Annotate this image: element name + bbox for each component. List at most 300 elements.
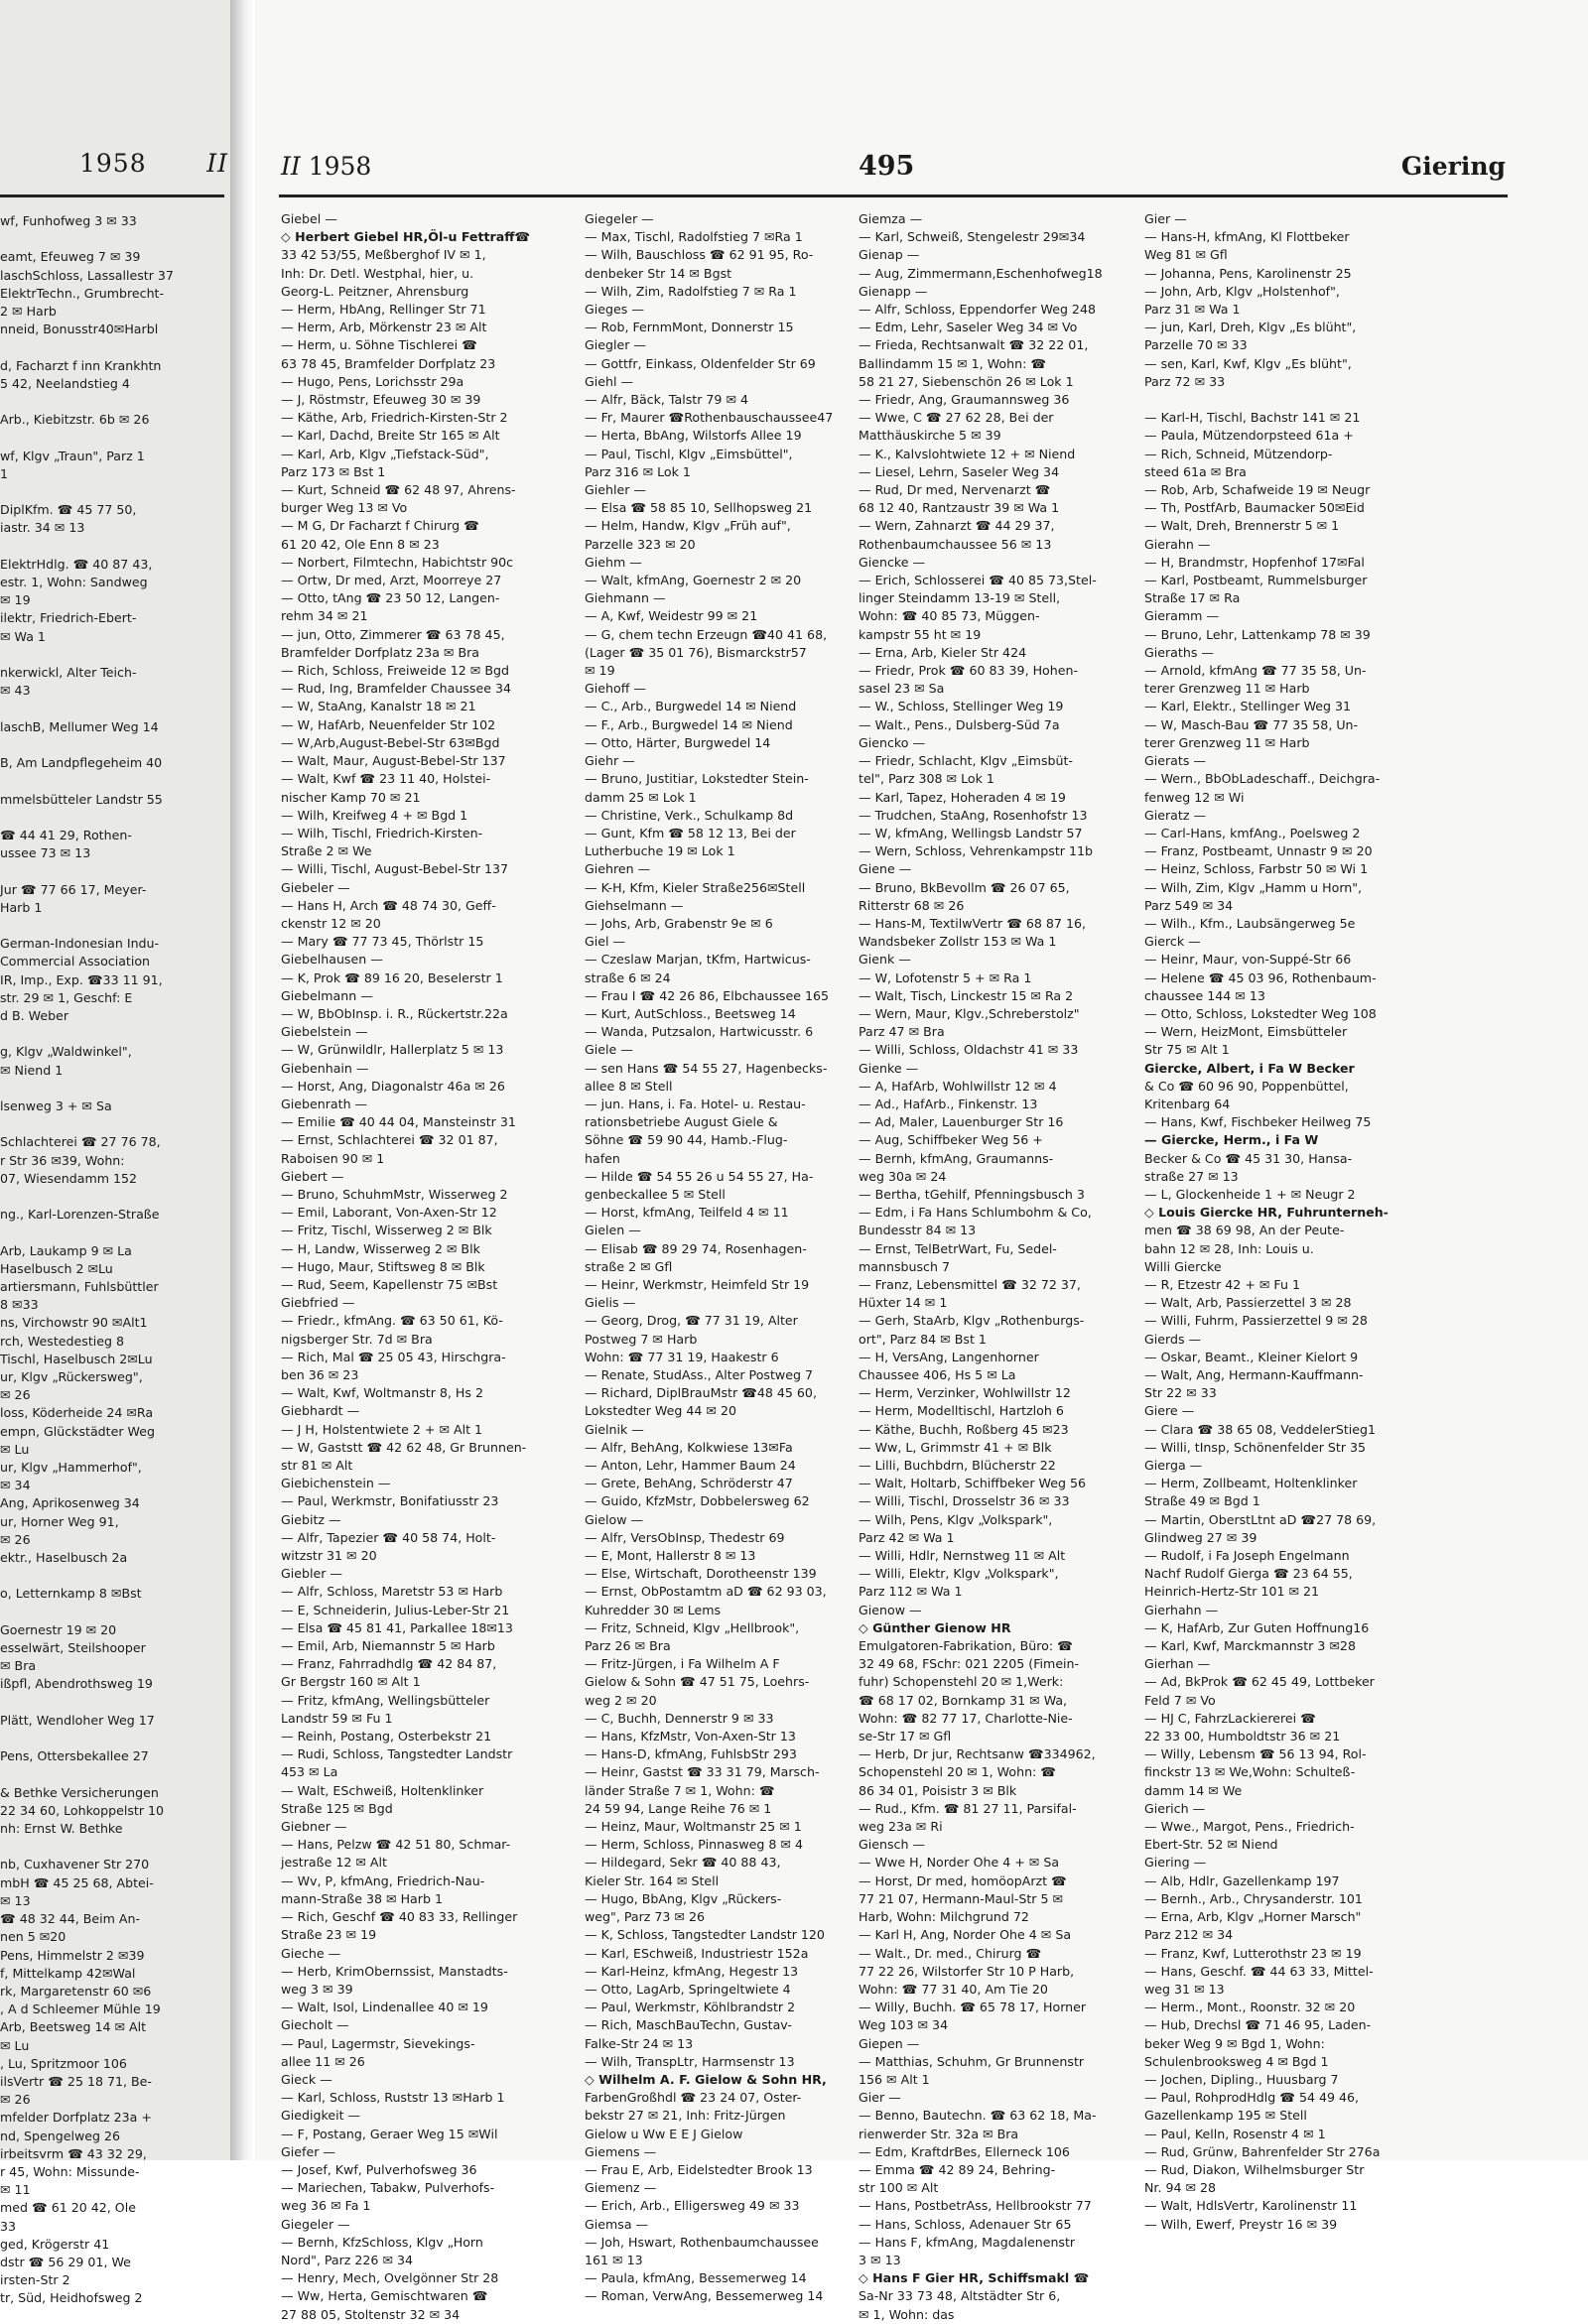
directory-entry-line: straße 6 ✉ 24 bbox=[585, 969, 671, 985]
directory-entry-line: — Kurt, AutSchloss., Beetsweg 14 bbox=[585, 1005, 796, 1021]
directory-entry-line: — Otto, Härter, Burgwedel 14 bbox=[585, 734, 771, 750]
directory-entry-line: — Matthias, Schuhm, Gr Brunnenstr bbox=[859, 2053, 1085, 2069]
directory-entry-line: Giebitz — bbox=[281, 1511, 341, 1527]
left-page-header bbox=[79, 149, 228, 178]
directory-entry-line: empn, Glückstädter Weg bbox=[0, 1423, 155, 1439]
directory-entry-line: damm 25 ✉ Lok 1 bbox=[585, 789, 697, 805]
directory-entry-line: Gierhan — bbox=[1144, 1656, 1211, 1672]
directory-entry-line: Giehren — bbox=[585, 861, 651, 877]
directory-entry-line: — Carl-Hans, kmfAng., Poelsweg 2 bbox=[1144, 825, 1361, 840]
directory-entry-line: ◇ Louis Giercke HR, Fuhrunterneh- bbox=[1144, 1205, 1389, 1221]
directory-entry-line: — Karl, Postbeamt, Rummelsburger bbox=[1144, 573, 1368, 588]
header-year: 1958 bbox=[308, 152, 372, 181]
directory-entry-line: — Bruno, SchuhmMstr, Wisserweg 2 bbox=[281, 1186, 508, 1202]
directory-entry-line: — Rich, Mal ☎ 25 05 43, Hirschgra- bbox=[281, 1349, 506, 1364]
directory-entry-line: — Wilh, Ewerf, Preystr 16 ✉ 39 bbox=[1144, 2216, 1338, 2232]
directory-entry-line: Weg 81 ✉ Gfl bbox=[1144, 247, 1228, 263]
directory-entry-line: — Walt, Tisch, Linckestr 15 ✉ Ra 2 bbox=[859, 987, 1074, 1003]
directory-entry-line: — Heinr, Gastst ☎ 33 31 79, Marsch- bbox=[585, 1764, 820, 1780]
directory-entry-line: Gierga — bbox=[1144, 1458, 1203, 1474]
directory-entry-line: — Friedr, Ang, Graumannsweg 36 bbox=[859, 392, 1070, 408]
directory-entry-line: Giehl — bbox=[585, 373, 634, 389]
directory-entry-line: — J, Röstmstr, Efeuweg 30 ✉ 39 bbox=[281, 392, 481, 408]
directory-entry-line: — Willi, Elektr, Klgv „Volkspark", bbox=[859, 1566, 1059, 1582]
directory-entry-line bbox=[0, 1115, 224, 1133]
directory-entry-line: — Karl-H, Tischl, Bachstr 141 ✉ 21 bbox=[1144, 410, 1361, 426]
directory-entry-line: Parz 72 ✉ 33 bbox=[1144, 373, 1226, 389]
directory-entry-line: Giecholt — bbox=[281, 2017, 349, 2033]
directory-entry-line: — Paul, Werkmstr, Köhlbrandstr 2 bbox=[585, 2000, 796, 2015]
directory-entry-line: — Martin, OberstLtnt aD ☎27 78 69, bbox=[1144, 1511, 1377, 1527]
directory-entry-line: — J H, Holstentwiete 2 + ✉ Alt 1 bbox=[281, 1421, 483, 1437]
directory-entry-line: — Horst, Ang, Diagonalstr 46a ✉ 26 bbox=[281, 1078, 505, 1094]
directory-entry-line: Postweg 7 ✉ Harb bbox=[585, 1331, 698, 1347]
directory-entry-line: bekstr 27 ✉ 21, Inh: Fritz-Jürgen bbox=[585, 2108, 786, 2124]
directory-entry-line: IR, Imp., Exp. ☎33 11 91, bbox=[0, 971, 163, 987]
directory-entry-line: lsenweg 3 + ✉ Sa bbox=[0, 1097, 112, 1113]
directory-entry-line: Giehler — bbox=[585, 482, 647, 498]
directory-entry-line: — Arnold, kfmAng ☎ 77 35 58, Un- bbox=[1144, 663, 1367, 679]
directory-entry-line: Heinrich-Hertz-Str 101 ✉ 21 bbox=[1144, 1584, 1320, 1600]
directory-entry-line: — Wern, Zahnarzt ☎ 44 29 37, bbox=[859, 518, 1055, 534]
directory-entry-line: Gienow — bbox=[859, 1602, 922, 1617]
directory-entry-line: — Czeslaw Marjan, tKfm, Hartwicus- bbox=[585, 952, 811, 968]
directory-entry-line: — Walt, HdlsVertr, Karolinenstr 11 bbox=[1144, 2198, 1358, 2214]
directory-entry-line: — Wern, Maur, Klgv.,Schreberstolz" bbox=[859, 1005, 1080, 1021]
directory-entry-line: Gierahn — bbox=[1144, 536, 1211, 552]
directory-entry-line: Lutherbuche 19 ✉ Lok 1 bbox=[585, 843, 735, 859]
directory-entry-line: — Willi, Hdlr, Nernstweg 11 ✉ Alt bbox=[859, 1548, 1066, 1564]
directory-entry-line: — Max, Tischl, Radolfstieg 7 ✉Ra 1 bbox=[585, 229, 803, 245]
directory-entry-line: — Käthe, Buchh, Roßberg 45 ✉23 bbox=[859, 1421, 1069, 1437]
directory-entry-line: Matthäuskirche 5 ✉ 39 bbox=[859, 428, 1001, 444]
directory-entry-line: — HJ C, FahrzLackiererei ☎ bbox=[1144, 1710, 1316, 1726]
directory-entry-line: — Ernst, TelBetrWart, Fu, Sedel- bbox=[859, 1240, 1057, 1256]
directory-entry-line: DiplKfm. ☎ 45 77 50, bbox=[0, 502, 137, 518]
directory-entry-line: — sen Hans ☎ 54 55 27, Hagenbecks- bbox=[585, 1060, 828, 1076]
directory-entry-line: se-Str 17 ✉ Gfl bbox=[859, 1729, 952, 1744]
directory-entry-line: — Joh, Hswart, Rothenbaumchaussee bbox=[585, 2234, 819, 2250]
directory-entry-line: Gielis — bbox=[585, 1295, 636, 1311]
directory-entry-line: Lokstedter Weg 44 ✉ 20 bbox=[585, 1403, 736, 1419]
directory-entry-line: — Hildegard, Sekr ☎ 40 88 43, bbox=[585, 1855, 781, 1871]
directory-entry-line: — Alfr, Bäck, Talstr 79 ✉ 4 bbox=[585, 392, 749, 408]
directory-entry-line: — jun, Otto, Zimmerer ☎ 63 78 45, bbox=[281, 626, 505, 642]
directory-entry-line: witzstr 31 ✉ 20 bbox=[281, 1548, 377, 1564]
directory-entry-line: 2 ✉ Harb bbox=[0, 304, 57, 320]
directory-entry-line: Kritenbarg 64 bbox=[1144, 1096, 1231, 1111]
directory-entry-line: Gienk — bbox=[859, 952, 911, 968]
directory-entry-line: — Wanda, Putzsalon, Hartwicusstr. 6 bbox=[585, 1024, 814, 1040]
directory-entry-line: Gierats — bbox=[1144, 753, 1206, 769]
directory-column-2 bbox=[585, 210, 869, 2306]
directory-entry-line: irbeitsvrm ☎ 43 32 29, bbox=[0, 2145, 147, 2161]
page-header bbox=[281, 151, 1506, 182]
directory-entry-line: damm 14 ✉ We bbox=[1144, 1782, 1243, 1798]
directory-entry-line: mannsbusch 7 bbox=[859, 1258, 950, 1274]
directory-entry-line: ns, Virchowstr 90 ✉Alt1 bbox=[0, 1315, 148, 1331]
directory-entry-line: — Rud, Ing, Bramfelder Chaussee 34 bbox=[281, 681, 511, 697]
directory-entry-line: allee 11 ✉ 26 bbox=[281, 2053, 365, 2069]
directory-entry-line: ☎ 44 41 29, Rothen- bbox=[0, 827, 132, 842]
directory-entry-line: — Wilh, Bauschloss ☎ 62 91 95, Ro- bbox=[585, 247, 814, 263]
directory-entry-line: fuhr) Schopenstehl 20 ✉ 1,Werk: bbox=[859, 1674, 1064, 1690]
directory-entry-line: — Richard, DiplBrauMstr ☎48 45 60, bbox=[585, 1385, 817, 1401]
directory-entry-line: ektr., Haselbusch 2a bbox=[0, 1550, 128, 1566]
directory-entry-line: — H, Brandmstr, Hopfenhof 17✉Fal bbox=[1144, 554, 1365, 570]
directory-entry-line: Straße 23 ✉ 19 bbox=[281, 1927, 377, 1943]
directory-entry-line: — Frau E, Arb, Eidelstedter Brook 13 bbox=[585, 2161, 813, 2177]
directory-entry-line: — Mary ☎ 77 73 45, Thörlstr 15 bbox=[281, 934, 484, 950]
directory-entry-line: — Walt, Dreh, Brennerstr 5 ✉ 1 bbox=[1144, 518, 1340, 534]
directory-entry-line: wf, Funhofweg 3 ✉ 33 bbox=[0, 213, 137, 228]
directory-entry-line: — Erna, Arb, Kieler Str 424 bbox=[859, 644, 1027, 660]
directory-entry-line: ✉ Lu bbox=[0, 2037, 30, 2053]
directory-entry-line: mmelsbütteler Landstr 55 bbox=[0, 791, 163, 807]
directory-entry-line: burger Weg 13 ✉ Vo bbox=[281, 500, 408, 516]
directory-entry-line: Kieler Str. 164 ✉ Stell bbox=[585, 1872, 720, 1888]
directory-entry-line: r Str 36 ✉39, Wohn: bbox=[0, 1152, 125, 1168]
directory-entry-line: 32 49 68, FSchr: 021 2205 (Fimein- bbox=[859, 1656, 1080, 1672]
directory-entry-line: ✉ 43 bbox=[0, 683, 31, 699]
directory-entry-line bbox=[0, 809, 224, 827]
directory-entry-line: Giedigkeit — bbox=[281, 2108, 361, 2124]
directory-entry-line: — Ernst, Schlachterei ☎ 32 01 87, bbox=[281, 1132, 498, 1148]
directory-entry-line: — Edm, i Fa Hans Schlumbohm & Co, bbox=[859, 1205, 1092, 1221]
directory-entry-line: nb, Cuxhavener Str 270 bbox=[0, 1857, 150, 1872]
directory-entry-line: — Rob, FernmMont, Donnerstr 15 bbox=[585, 320, 794, 335]
directory-entry-line: ✉ 19 bbox=[0, 592, 31, 608]
directory-entry-line: Nachf Rudolf Gierga ☎ 23 64 55, bbox=[1144, 1566, 1353, 1582]
directory-entry-line: — Alfr, Schloss, Maretstr 53 ✉ Harb bbox=[281, 1584, 503, 1600]
directory-entry-line: — Willi, Fuhrm, Passierzettel 9 ✉ 28 bbox=[1144, 1313, 1368, 1329]
directory-entry-line: Giehselmann — bbox=[585, 897, 684, 913]
directory-entry-line: Giel — bbox=[585, 934, 626, 950]
directory-entry-line: — Emilie ☎ 40 44 04, Mansteinstr 31 bbox=[281, 1114, 516, 1130]
directory-entry-line: rienwerder Str. 32a ✉ Bra bbox=[859, 2126, 1019, 2141]
directory-entry-line: Rothenbaumchaussee 56 ✉ 13 bbox=[859, 536, 1052, 552]
directory-entry-line: — Bruno, Justitiar, Lokstedter Stein- bbox=[585, 771, 809, 787]
directory-entry-line: 07, Wiesendamm 152 bbox=[0, 1170, 138, 1186]
directory-entry-line: — Wilh, TranspLtr, Harmsenstr 13 bbox=[585, 2053, 795, 2069]
directory-entry-line: — W, Masch-Bau ☎ 77 35 58, Un- bbox=[1144, 716, 1359, 732]
directory-entry-line: Harb 1 bbox=[0, 899, 43, 915]
directory-entry-line: — W, StaAng, Kanalstr 18 ✉ 21 bbox=[281, 699, 476, 714]
directory-entry-line: länder Straße 7 ✉ 1, Wohn: ☎ bbox=[585, 1782, 775, 1798]
directory-entry-line: d B. Weber bbox=[0, 1007, 69, 1023]
directory-entry-line: 161 ✉ 13 bbox=[585, 2252, 643, 2267]
directory-entry-line: iastr. 34 ✉ 13 bbox=[0, 520, 85, 536]
directory-entry-line: — Rud, Dr med, Nervenarzt ☎ bbox=[859, 482, 1051, 498]
directory-entry-line: Parz 212 ✉ 34 bbox=[1144, 1927, 1234, 1943]
directory-entry-line: ◇ Hans F Gier HR, Schiffsmakl ☎ bbox=[859, 2270, 1090, 2286]
directory-entry-line: Parz 316 ✉ Lok 1 bbox=[585, 463, 691, 479]
directory-entry-line: — Walt, kfmAng, Goernestr 2 ✉ 20 bbox=[585, 573, 802, 588]
directory-entry-line: — Herm, Zollbeamt, Holtenklinker bbox=[1144, 1476, 1358, 1491]
directory-entry-line: — W,Arb,August-Bebel-Str 63✉Bgd bbox=[281, 734, 500, 750]
directory-entry-line: — Paul, Kelln, Rosenstr 4 ✉ 1 bbox=[1144, 2126, 1326, 2141]
directory-entry-line: — Karl, Kwf, Marckmannstr 3 ✉28 bbox=[1144, 1638, 1356, 1654]
directory-entry-line: ◇ Herbert Giebel HR,Öl-u Fettraff☎ bbox=[281, 229, 531, 245]
directory-entry-line: Ang, Aprikosenweg 34 bbox=[0, 1495, 140, 1511]
directory-entry-line: Giehmann — bbox=[585, 590, 666, 606]
directory-entry-line: — Willi, Tischl, Drosselstr 36 ✉ 33 bbox=[859, 1493, 1070, 1509]
directory-entry-line: — W., Schloss, Stellinger Weg 19 bbox=[859, 699, 1064, 714]
directory-entry-line: — Friedr, Prok ☎ 60 83 39, Hohen- bbox=[859, 663, 1079, 679]
directory-entry-line bbox=[0, 1188, 224, 1206]
directory-entry-line: Giemsa — bbox=[585, 2216, 649, 2232]
directory-entry-line: — Jochen, Dipling., Huusbarg 7 bbox=[1144, 2071, 1339, 2087]
directory-entry-line: — Alfr, VersObInsp, Thedestr 69 bbox=[585, 1529, 785, 1545]
directory-entry-line: 22 34 60, Lohkoppelstr 10 bbox=[0, 1802, 165, 1818]
directory-entry-line: — Grete, BehAng, Schröderstr 47 bbox=[585, 1476, 793, 1491]
directory-entry-line: — Herb, KrimObernssist, Manstadts- bbox=[281, 1963, 508, 1979]
directory-entry-line: — Wilh, Kreifweg 4 + ✉ Bgd 1 bbox=[281, 807, 468, 823]
directory-entry-line: str 81 ✉ Alt bbox=[281, 1458, 353, 1474]
directory-entry-line: — Rich, MaschBauTechn, Gustav- bbox=[585, 2017, 792, 2033]
directory-entry-line: — John, Arb, Klgv „Holstenhof", bbox=[1144, 283, 1340, 299]
directory-entry-line: — Horst, kfmAng, Teilfeld 4 ✉ 11 bbox=[585, 1205, 789, 1221]
directory-column-4 bbox=[1144, 210, 1429, 2234]
directory-entry-line: Goernestr 19 ✉ 20 bbox=[0, 1621, 117, 1637]
directory-entry-line: 8 ✉33 bbox=[0, 1297, 39, 1313]
directory-entry-line: ng., Karl-Lorenzen-Straße bbox=[0, 1207, 160, 1223]
directory-entry-line: — Wilh., Kfm., Laubsängerweg 5e bbox=[1144, 915, 1356, 931]
directory-entry-line: — Friedr., kfmAng. ☎ 63 50 61, Kö- bbox=[281, 1313, 503, 1329]
directory-entry-line: — Emma ☎ 42 89 24, Behring- bbox=[859, 2161, 1056, 2177]
directory-entry-line: Parz 42 ✉ Wa 1 bbox=[859, 1529, 955, 1545]
directory-entry-line: — Hugo, Pens, Lorichsstr 29a bbox=[281, 373, 464, 389]
directory-entry-line bbox=[0, 1694, 224, 1712]
directory-entry-line: — Frieda, Rechtsanwalt ☎ 32 22 01, bbox=[859, 337, 1089, 353]
directory-entry-line: — Walt., Pens., Dulsberg-Süd 7a bbox=[859, 716, 1060, 732]
directory-entry-line: straße 27 ✉ 13 bbox=[1144, 1168, 1239, 1184]
directory-entry-line: fenweg 12 ✉ Wi bbox=[1144, 789, 1245, 805]
directory-entry-line bbox=[0, 338, 224, 356]
directory-entry-line: — Franz, Lebensmittel ☎ 32 72 37, bbox=[859, 1276, 1081, 1292]
directory-entry-line: ✉ 26 bbox=[0, 2092, 31, 2108]
directory-entry-line: — Karl, ESchweiß, Industriestr 152a bbox=[585, 1945, 809, 1961]
directory-entry-line: Jur ☎ 77 66 17, Meyer- bbox=[0, 881, 147, 897]
directory-entry-line bbox=[0, 230, 224, 248]
directory-entry-line: Landstr 59 ✉ Fu 1 bbox=[281, 1710, 393, 1726]
directory-entry-line: irsten-Str 2 bbox=[0, 2272, 70, 2288]
directory-entry-line: ißpfl, Abendrothsweg 19 bbox=[0, 1676, 153, 1692]
directory-entry-line: Giebler — bbox=[281, 1566, 343, 1582]
directory-entry-line: — Hans-D, kfmAng, FuhlsbStr 293 bbox=[585, 1746, 797, 1762]
directory-entry-line: tel", Parz 308 ✉ Lok 1 bbox=[859, 771, 994, 787]
directory-entry-line: — Ortw, Dr med, Arzt, Moorreye 27 bbox=[281, 573, 502, 588]
directory-entry-line: ✉ 1, Wohn: das bbox=[859, 2306, 955, 2322]
directory-entry-line: — Christine, Verk., Schulkamp 8d bbox=[585, 807, 794, 823]
directory-entry-line: — Fr, Maurer ☎Rothenbauschaussee47 bbox=[585, 410, 834, 426]
directory-entry-line: 61 20 42, Ole Enn 8 ✉ 23 bbox=[281, 536, 440, 552]
directory-entry-line: — Hans, Pelzw ☎ 42 51 80, Schmar- bbox=[281, 1837, 511, 1853]
directory-entry-line: Sa-Nr 33 73 48, Altstädter Str 6, bbox=[859, 2288, 1061, 2304]
directory-entry-line: ben 36 ✉ 23 bbox=[281, 1367, 359, 1382]
directory-entry-line: — Hilde ☎ 54 55 26 u 54 55 27, Ha- bbox=[585, 1168, 814, 1184]
directory-entry-line: — Bruno, BkBevollm ☎ 26 07 65, bbox=[859, 879, 1070, 895]
directory-entry-line: — Hugo, Maur, Stiftsweg 8 ✉ Blk bbox=[281, 1258, 485, 1274]
directory-entry-line: — E, Schneiderin, Julius-Leber-Str 21 bbox=[281, 1602, 510, 1617]
directory-entry-line: Chaussee 406, Hs 5 ✉ La bbox=[859, 1367, 1016, 1382]
directory-entry-line: — Rob, Arb, Schafweide 19 ✉ Neugr bbox=[1144, 482, 1371, 498]
directory-entry-line bbox=[0, 1730, 224, 1747]
directory-entry-line: Giebfried — bbox=[281, 1295, 355, 1311]
left-header-year: 1958 bbox=[79, 149, 147, 178]
directory-entry-line: — Rud, Seem, Kapellenstr 75 ✉Bst bbox=[281, 1276, 498, 1292]
directory-entry-line: — Mariechen, Tabakw, Pulverhofs- bbox=[281, 2180, 495, 2196]
directory-entry-line: Giene — bbox=[859, 861, 912, 877]
directory-entry-line: weg 2 ✉ 20 bbox=[585, 1692, 657, 1708]
directory-entry-line: sasel 23 ✉ Sa bbox=[859, 681, 945, 697]
directory-entry-line: nh: Ernst W. Bethke bbox=[0, 1821, 123, 1837]
directory-entry-line: ort", Parz 84 ✉ Bst 1 bbox=[859, 1331, 987, 1347]
directory-entry-line: — Fritz, kfmAng, Wellingsbütteler bbox=[281, 1692, 490, 1708]
directory-entry-line bbox=[0, 1838, 224, 1856]
directory-entry-line: — Bruno, Lehr, Lattenkamp 78 ✉ 39 bbox=[1144, 626, 1371, 642]
directory-entry-line: 24 59 94, Lange Reihe 76 ✉ 1 bbox=[585, 1800, 772, 1816]
directory-entry-line: Gienke — bbox=[859, 1060, 919, 1076]
directory-entry-line bbox=[0, 1025, 224, 1043]
directory-entry-line: — Hans H, Arch ☎ 48 74 30, Geff- bbox=[281, 897, 496, 913]
directory-entry-line: — Herm, Schloss, Pinnasweg 8 ✉ 4 bbox=[585, 1837, 803, 1853]
directory-entry-line: — jun. Hans, i. Fa. Hotel- u. Restau- bbox=[585, 1096, 806, 1111]
directory-entry-line: Commercial Association bbox=[0, 954, 151, 969]
directory-entry-line: — Emil, Laborant, Von-Axen-Str 12 bbox=[281, 1205, 497, 1221]
directory-entry-line: Giebhardt — bbox=[281, 1403, 360, 1419]
directory-entry-line: Gieratz — bbox=[1144, 807, 1207, 823]
directory-entry-line: 63 78 45, Bramfelder Dorfplatz 23 bbox=[281, 355, 496, 371]
directory-entry-line: — Rud, Diakon, Wilhelmsburger Str bbox=[1144, 2161, 1365, 2177]
directory-entry-line: — Hans, PostbetrAss, Hellbrookstr 77 bbox=[859, 2198, 1092, 2214]
directory-column-3 bbox=[859, 210, 1143, 2324]
header-part: II bbox=[281, 152, 301, 181]
directory-entry-line: — Willi, tInsp, Schönenfelder Str 35 bbox=[1144, 1439, 1367, 1455]
directory-entry-line: — W, Lofotenstr 5 + ✉ Ra 1 bbox=[859, 969, 1032, 985]
directory-entry-line: Parz 112 ✉ Wa 1 bbox=[859, 1584, 963, 1600]
directory-entry-line: jestraße 12 ✉ Alt bbox=[281, 1855, 387, 1871]
directory-entry-line: Gazellenkamp 195 ✉ Stell bbox=[1144, 2108, 1307, 2124]
directory-entry-line: Hüxter 14 ✉ 1 bbox=[859, 1295, 948, 1311]
directory-entry-line: Glindweg 27 ✉ 39 bbox=[1144, 1529, 1257, 1545]
directory-entry-line: — Willi, Schloss, Oldachstr 41 ✉ 33 bbox=[859, 1042, 1079, 1058]
directory-entry-line: Wohn: ☎ 77 31 40, Am Tie 20 bbox=[859, 1981, 1048, 1997]
directory-entry-line: Giebelmann — bbox=[281, 987, 373, 1003]
directory-entry-line: — A, HafArb, Wohlwillstr 12 ✉ 4 bbox=[859, 1078, 1057, 1094]
directory-entry-line: — W, BbObInsp. i. R., Rückertstr.22a bbox=[281, 1005, 508, 1021]
directory-entry-line bbox=[0, 1080, 224, 1097]
directory-entry-line: — Lilli, Buchbdrn, Blücherstr 22 bbox=[859, 1458, 1056, 1474]
directory-entry-line: — K, Prok ☎ 89 16 20, Beselerstr 1 bbox=[281, 969, 503, 985]
directory-entry-line: Gierck — bbox=[1144, 934, 1201, 950]
directory-entry-line: — Johs, Arb, Grabenstr 9e ✉ 6 bbox=[585, 915, 773, 931]
directory-entry-line: — Alfr, BehAng, Kolkwiese 13✉Fa bbox=[585, 1439, 793, 1455]
directory-entry-line: — Horst, Dr med, homöopArzt ☎ bbox=[859, 1872, 1067, 1888]
directory-entry-line: — Herta, BbAng, Wilstorfs Allee 19 bbox=[585, 428, 802, 444]
directory-entry-line: — Josef, Kwf, Pulverhofsweg 36 bbox=[281, 2161, 477, 2177]
directory-entry-line: Becker & Co ☎ 45 31 30, Hansa- bbox=[1144, 1150, 1353, 1166]
directory-entry-line: — Fritz, Tischl, Wisserweg 2 ✉ Blk bbox=[281, 1223, 492, 1238]
directory-entry-line: men ☎ 38 69 98, An der Peute- bbox=[1144, 1223, 1345, 1238]
directory-entry-line bbox=[0, 862, 224, 880]
directory-entry-line: — Wilh, Tischl, Friedrich-Kirsten- bbox=[281, 825, 483, 840]
directory-entry-line: ilsVertr ☎ 25 18 71, Be- bbox=[0, 2073, 152, 2089]
directory-entry-line: Gielnik — bbox=[585, 1421, 644, 1437]
directory-entry-line: — Hans, Schloss, Adenauer Str 65 bbox=[859, 2216, 1072, 2232]
directory-entry-line: — Franz, Fahrradhdlg ☎ 42 84 87, bbox=[281, 1656, 497, 1672]
directory-entry-line: — Paula, Mützendorpsteed 61a + bbox=[1144, 428, 1354, 444]
directory-entry-line: — Karl-Heinz, kfmAng, Hegestr 13 bbox=[585, 1963, 799, 1979]
directory-entry-line: — Benno, Bautechn. ☎ 63 62 18, Ma- bbox=[859, 2108, 1097, 2124]
directory-entry-line: linger Steindamm 13-19 ✉ Stell, bbox=[859, 590, 1061, 606]
directory-entry-line: — Herm, u. Söhne Tischlerei ☎ bbox=[281, 337, 477, 353]
directory-entry-line: (Lager ☎ 35 01 76), Bismarckstr57 bbox=[585, 644, 807, 660]
directory-entry-line: Parz 31 ✉ Wa 1 bbox=[1144, 302, 1241, 318]
directory-entry-line: Giercke, Albert, i Fa W Becker bbox=[1144, 1060, 1355, 1076]
directory-entry-line: — Herb, Dr jur, Rechtsanw ☎334962, bbox=[859, 1746, 1096, 1762]
directory-entry-line: — jun, Karl, Dreh, Klgv „Es blüht", bbox=[1144, 320, 1357, 335]
directory-entry-line: Giegeler — bbox=[585, 211, 654, 226]
directory-entry-line: — Wilh, Pens, Klgv „Volkspark", bbox=[859, 1511, 1053, 1527]
directory-entry-line: 27 88 05, Stoltenstr 32 ✉ 34 bbox=[281, 2306, 461, 2322]
directory-entry-line: ElektrHdlg. ☎ 40 87 43, bbox=[0, 556, 153, 572]
directory-entry-line: beker Weg 9 ✉ Bgd 1, Wohn: bbox=[1144, 2035, 1325, 2051]
directory-entry-line: B, Am Landpflegeheim 40 bbox=[0, 755, 163, 771]
directory-entry-line: Giemza — bbox=[859, 211, 923, 226]
directory-entry-line: — Friedr, Schlacht, Klgv „Eimsbüt- bbox=[859, 753, 1073, 769]
directory-entry-line: — M G, Dr Facharzt f Chirurg ☎ bbox=[281, 518, 479, 534]
directory-entry-line: — Rich, Geschf ☎ 40 83 33, Rellinger bbox=[281, 1909, 518, 1925]
directory-entry-line: Gieges — bbox=[585, 302, 644, 318]
directory-entry-line bbox=[0, 393, 224, 411]
directory-entry-line: — Alfr, Schloss, Eppendorfer Weg 248 bbox=[859, 302, 1096, 318]
directory-column-1 bbox=[281, 210, 566, 2324]
directory-entry-line: Gr Bergstr 160 ✉ Alt 1 bbox=[281, 1674, 421, 1690]
directory-entry-line: tr, Süd, Heidhofsweg 2 bbox=[0, 2290, 143, 2306]
directory-entry-line: Parzelle 70 ✉ 33 bbox=[1144, 337, 1248, 353]
directory-entry-line: — Aug, Zimmermann,Eschenhofweg18 bbox=[859, 265, 1103, 281]
directory-entry-line: — Wwe, C ☎ 27 62 28, Bei der bbox=[859, 410, 1054, 426]
directory-entry-line: 453 ✉ La bbox=[281, 1764, 338, 1780]
directory-entry-line: steed 61a ✉ Bra bbox=[1144, 463, 1247, 479]
directory-entry-line: — Walt, Isol, Lindenallee 40 ✉ 19 bbox=[281, 2000, 488, 2015]
directory-entry-line: laschB, Mellumer Weg 14 bbox=[0, 718, 159, 734]
directory-entry-line: ur, Horner Weg 91, bbox=[0, 1513, 119, 1529]
directory-entry-line: — Karl, Tapez, Hoheraden 4 ✉ 19 bbox=[859, 789, 1066, 805]
directory-entry-line: — W, kfmAng, Wellingsb Landstr 57 bbox=[859, 825, 1083, 840]
directory-entry-line: Gienapp — bbox=[859, 283, 928, 299]
directory-entry-line: Gierich — bbox=[1144, 1800, 1206, 1816]
directory-entry-line: ☎ 68 17 02, Bornkamp 31 ✉ Wa, bbox=[859, 1692, 1068, 1708]
directory-entry-line: — Wilh, Zim, Klgv „Hamm u Horn", bbox=[1144, 879, 1363, 895]
directory-entry-line: ✉ 11 bbox=[0, 2182, 31, 2198]
directory-entry-line bbox=[0, 917, 224, 935]
directory-entry-line: ckenstr 12 ✉ 20 bbox=[281, 915, 381, 931]
directory-entry-line: Tischl, Haselbusch 2✉Lu bbox=[0, 1351, 153, 1366]
directory-entry-line: Gier — bbox=[859, 2090, 901, 2106]
directory-entry-line: & Bethke Versicherungen bbox=[0, 1784, 159, 1800]
directory-entry-line: Wandsbeker Zollstr 153 ✉ Wa 1 bbox=[859, 934, 1057, 950]
directory-entry-line: — Helm, Handw, Klgv „Früh auf", bbox=[585, 518, 791, 534]
directory-entry-line: — Franz, Postbeamt, Unnastr 9 ✉ 20 bbox=[1144, 843, 1373, 859]
directory-entry-line: — Herm., Mont., Roonstr. 32 ✉ 20 bbox=[1144, 2000, 1356, 2015]
directory-entry-line: ✉ Niend 1 bbox=[0, 1062, 64, 1078]
directory-entry-line: — Liesel, Lehrn, Saseler Weg 34 bbox=[859, 463, 1060, 479]
directory-entry-line: nneid, Bonusstr40✉Harbl bbox=[0, 322, 159, 337]
directory-entry-line: laschSchloss, Lassallestr 37 bbox=[0, 267, 174, 283]
directory-entry-line: Giemenz — bbox=[585, 2180, 657, 2196]
